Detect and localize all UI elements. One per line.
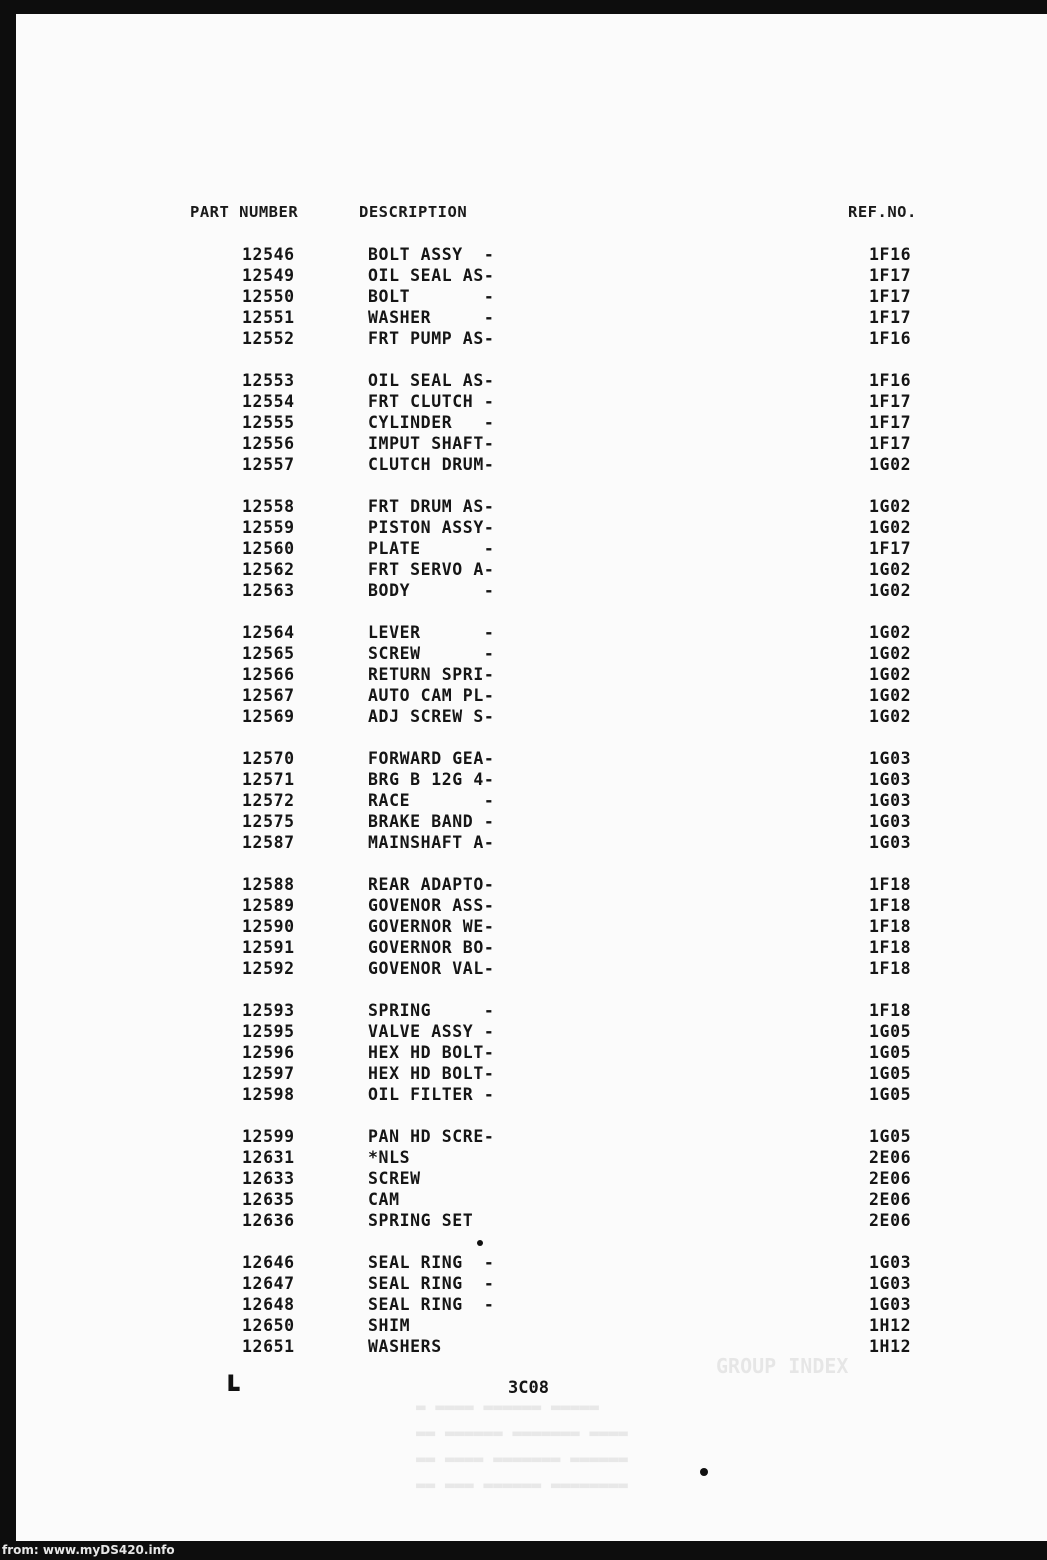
table-row: [16, 496, 1047, 517]
ref-no-cell: 1G02: [869, 644, 912, 663]
ref-no-cell: 1F17: [869, 434, 912, 453]
column-header-ref-no: REF.NO.: [848, 203, 917, 221]
description-cell: HEX HD BOLT-: [368, 1043, 495, 1062]
description-cell: MAINSHAFT A-: [368, 833, 495, 852]
part-number-cell: 12562: [242, 560, 295, 579]
ref-no-cell: 1F18: [869, 938, 912, 957]
ref-no-cell: 1F17: [869, 266, 912, 285]
part-number-cell: 12549: [242, 266, 295, 285]
description-cell: BRG B 12G 4-: [368, 770, 495, 789]
part-number-cell: 12587: [242, 833, 295, 852]
description-cell: CAM: [368, 1190, 400, 1209]
ref-no-cell: 1G05: [869, 1085, 912, 1104]
description-cell: HEX HD BOLT-: [368, 1064, 495, 1083]
table-row: [16, 769, 1047, 790]
part-number-cell: 12651: [242, 1337, 295, 1356]
ref-no-cell: 1G02: [869, 560, 912, 579]
description-cell: GOVENOR VAL-: [368, 959, 495, 978]
part-number-cell: 12631: [242, 1148, 295, 1167]
ref-no-cell: 1F18: [869, 959, 912, 978]
page-code: 3C08: [508, 1378, 549, 1398]
ref-no-cell: 1H12: [869, 1337, 912, 1356]
table-row: [16, 937, 1047, 958]
part-number-cell: 12597: [242, 1064, 295, 1083]
table-row: [16, 832, 1047, 853]
ref-no-cell: 1G03: [869, 1274, 912, 1293]
ref-no-cell: 2E06: [869, 1190, 912, 1209]
part-number-cell: 12591: [242, 938, 295, 957]
part-number-cell: 12558: [242, 497, 295, 516]
description-cell: SEAL RING -: [368, 1253, 495, 1272]
part-number-cell: 12559: [242, 518, 295, 537]
part-number-cell: 12571: [242, 770, 295, 789]
ref-no-cell: 1G05: [869, 1064, 912, 1083]
ref-no-cell: 1G03: [869, 1295, 912, 1314]
table-row: [16, 1147, 1047, 1168]
part-number-cell: 12569: [242, 707, 295, 726]
table-row: [16, 1063, 1047, 1084]
ref-no-cell: 1F17: [869, 308, 912, 327]
speck-icon: [700, 1468, 708, 1476]
table-row: [16, 265, 1047, 286]
description-cell: OIL FILTER -: [368, 1085, 495, 1104]
part-number-cell: 12590: [242, 917, 295, 936]
part-number-cell: 12636: [242, 1211, 295, 1230]
part-number-cell: 12554: [242, 392, 295, 411]
table-row: [16, 748, 1047, 769]
bleed-through-text: ▬ ▬▬▬▬ ▬▬▬▬▬▬ ▬▬▬▬▬ ▬▬ ▬▬▬▬▬▬ ▬▬▬▬▬▬▬ ▬▬▬▬ ▬▬ ▬▬▬▬ ▬▬▬▬▬▬▬ ▬▬▬▬▬▬ ▬▬ ▬▬▬ ▬▬▬▬▬▬ ▬▬▬▬▬▬▬▬: [416, 1397, 628, 1494]
part-number-cell: 12598: [242, 1085, 295, 1104]
description-cell: SPRING SET: [368, 1211, 474, 1230]
description-cell: PLATE -: [368, 539, 495, 558]
table-row: [16, 790, 1047, 811]
table-row: [16, 685, 1047, 706]
description-cell: SCREW -: [368, 644, 495, 663]
part-number-cell: 12553: [242, 371, 295, 390]
table-row: [16, 1021, 1047, 1042]
ref-no-cell: 1G02: [869, 623, 912, 642]
handwritten-mark-icon: ʟ: [225, 1364, 244, 1399]
scan-border-top: [0, 0, 1047, 14]
part-number-cell: 12555: [242, 413, 295, 432]
description-cell: VALVE ASSY -: [368, 1022, 495, 1041]
table-row: [16, 433, 1047, 454]
table-row: [16, 1336, 1047, 1357]
part-number-cell: 12647: [242, 1274, 295, 1293]
description-cell: FRT DRUM AS-: [368, 497, 495, 516]
table-row: [16, 1084, 1047, 1105]
ref-no-cell: 1F16: [869, 245, 912, 264]
description-cell: WASHER -: [368, 308, 495, 327]
table-row: [16, 811, 1047, 832]
ref-no-cell: 1G02: [869, 518, 912, 537]
description-cell: ADJ SCREW S-: [368, 707, 495, 726]
part-number-cell: 12592: [242, 959, 295, 978]
bleed-through-title: GROUP INDEX: [716, 1354, 849, 1378]
part-number-cell: 12556: [242, 434, 295, 453]
part-number-cell: 12567: [242, 686, 295, 705]
table-row: [16, 412, 1047, 433]
ref-no-cell: 1F17: [869, 392, 912, 411]
part-number-cell: 12596: [242, 1043, 295, 1062]
ref-no-cell: 1G02: [869, 686, 912, 705]
description-cell: CYLINDER -: [368, 413, 495, 432]
table-row: [16, 1252, 1047, 1273]
description-cell: RACE -: [368, 791, 495, 810]
ref-no-cell: 1G03: [869, 749, 912, 768]
table-row: [16, 370, 1047, 391]
table-row: [16, 286, 1047, 307]
table-row: [16, 664, 1047, 685]
description-cell: SHIM: [368, 1316, 411, 1335]
description-cell: WASHERS: [368, 1337, 442, 1356]
description-cell: FORWARD GEA-: [368, 749, 495, 768]
table-row: [16, 1315, 1047, 1336]
description-cell: REAR ADAPTO-: [368, 875, 495, 894]
ref-no-cell: 1F17: [869, 287, 912, 306]
description-cell: RETURN SPRI-: [368, 665, 495, 684]
description-cell: AUTO CAM PL-: [368, 686, 495, 705]
description-cell: FRT PUMP AS-: [368, 329, 495, 348]
table-row: [16, 580, 1047, 601]
ref-no-cell: 1H12: [869, 1316, 912, 1335]
part-number-cell: 12557: [242, 455, 295, 474]
table-row: [16, 1042, 1047, 1063]
ref-no-cell: 1G03: [869, 1253, 912, 1272]
part-number-cell: 12588: [242, 875, 295, 894]
ref-no-cell: 1F17: [869, 413, 912, 432]
part-number-cell: 12650: [242, 1316, 295, 1335]
ref-no-cell: 1G05: [869, 1043, 912, 1062]
part-number-cell: 12550: [242, 287, 295, 306]
table-row: [16, 244, 1047, 265]
ref-no-cell: 1G03: [869, 791, 912, 810]
table-row: [16, 538, 1047, 559]
ref-no-cell: 1G02: [869, 497, 912, 516]
description-cell: PAN HD SCRE-: [368, 1127, 495, 1146]
ref-no-cell: 1G02: [869, 665, 912, 684]
table-row: [16, 916, 1047, 937]
table-row: [16, 1168, 1047, 1189]
table-row: [16, 1126, 1047, 1147]
table-row: [16, 307, 1047, 328]
table-row: [16, 958, 1047, 979]
ref-no-cell: 1F16: [869, 371, 912, 390]
description-cell: SEAL RING -: [368, 1295, 495, 1314]
description-cell: GOVERNOR WE-: [368, 917, 495, 936]
ref-no-cell: 1F16: [869, 329, 912, 348]
scan-border-left: [0, 0, 16, 1560]
part-number-cell: 12595: [242, 1022, 295, 1041]
table-row: [16, 559, 1047, 580]
part-number-cell: 12546: [242, 245, 295, 264]
part-number-cell: 12633: [242, 1169, 295, 1188]
table-row: [16, 1000, 1047, 1021]
part-number-cell: 12575: [242, 812, 295, 831]
source-watermark: from: www.myDS420.info: [2, 1543, 175, 1557]
description-cell: OIL SEAL AS-: [368, 371, 495, 390]
description-cell: BODY -: [368, 581, 495, 600]
ref-no-cell: 2E06: [869, 1148, 912, 1167]
ref-no-cell: 1F18: [869, 917, 912, 936]
table-row: [16, 643, 1047, 664]
description-cell: GOVENOR ASS-: [368, 896, 495, 915]
column-header-part-number: PART NUMBER: [190, 203, 299, 221]
table-row: [16, 1189, 1047, 1210]
table-row: [16, 1210, 1047, 1231]
ref-no-cell: 1F18: [869, 875, 912, 894]
description-cell: IMPUT SHAFT-: [368, 434, 495, 453]
part-number-cell: 12635: [242, 1190, 295, 1209]
description-cell: FRT SERVO A-: [368, 560, 495, 579]
ref-no-cell: 2E06: [869, 1211, 912, 1230]
ref-no-cell: 1G03: [869, 812, 912, 831]
description-cell: CLUTCH DRUM-: [368, 455, 495, 474]
part-number-cell: 12552: [242, 329, 295, 348]
ref-no-cell: 1G05: [869, 1127, 912, 1146]
table-row: [16, 874, 1047, 895]
ref-no-cell: 1F18: [869, 1001, 912, 1020]
part-number-cell: 12646: [242, 1253, 295, 1272]
ref-no-cell: 1G02: [869, 581, 912, 600]
ref-no-cell: 1G05: [869, 1022, 912, 1041]
table-row: [16, 328, 1047, 349]
document-page: [16, 14, 1047, 1541]
table-row: [16, 1273, 1047, 1294]
part-number-cell: 12572: [242, 791, 295, 810]
part-number-cell: 12563: [242, 581, 295, 600]
ref-no-cell: 1F17: [869, 539, 912, 558]
part-number-cell: 12593: [242, 1001, 295, 1020]
description-cell: LEVER -: [368, 623, 495, 642]
description-cell: SPRING -: [368, 1001, 495, 1020]
ref-no-cell: 1G03: [869, 770, 912, 789]
description-cell: PISTON ASSY-: [368, 518, 495, 537]
part-number-cell: 12648: [242, 1295, 295, 1314]
description-cell: BOLT -: [368, 287, 495, 306]
part-number-cell: 12599: [242, 1127, 295, 1146]
description-cell: SCREW: [368, 1169, 421, 1188]
parts-list: [16, 244, 1047, 1357]
table-row: [16, 391, 1047, 412]
table-row: [16, 517, 1047, 538]
description-cell: FRT CLUTCH -: [368, 392, 495, 411]
column-header-description: DESCRIPTION: [359, 203, 468, 221]
part-number-cell: 12589: [242, 896, 295, 915]
table-row: [16, 622, 1047, 643]
table-row: [16, 1294, 1047, 1315]
part-number-cell: 12570: [242, 749, 295, 768]
ref-no-cell: 1G03: [869, 833, 912, 852]
speck-icon: [477, 1240, 483, 1246]
description-cell: *NLS: [368, 1148, 411, 1167]
ref-no-cell: 1G02: [869, 707, 912, 726]
description-cell: OIL SEAL AS-: [368, 266, 495, 285]
table-row: [16, 706, 1047, 727]
description-cell: BRAKE BAND -: [368, 812, 495, 831]
table-row: [16, 895, 1047, 916]
ref-no-cell: 2E06: [869, 1169, 912, 1188]
description-cell: GOVERNOR BO-: [368, 938, 495, 957]
part-number-cell: 12565: [242, 644, 295, 663]
description-cell: SEAL RING -: [368, 1274, 495, 1293]
part-number-cell: 12560: [242, 539, 295, 558]
part-number-cell: 12566: [242, 665, 295, 684]
description-cell: BOLT ASSY -: [368, 245, 495, 264]
part-number-cell: 12551: [242, 308, 295, 327]
part-number-cell: 12564: [242, 623, 295, 642]
ref-no-cell: 1G02: [869, 455, 912, 474]
ref-no-cell: 1F18: [869, 896, 912, 915]
table-row: [16, 454, 1047, 475]
